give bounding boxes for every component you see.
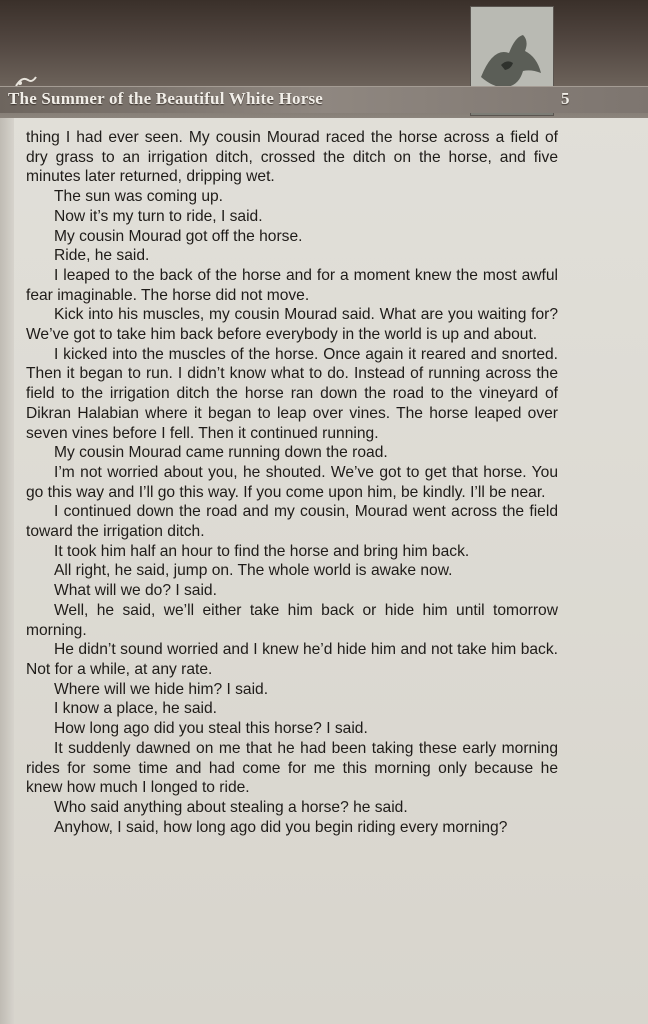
paragraph: My cousin Mourad came running down the road. bbox=[54, 444, 388, 462]
page-header bbox=[0, 0, 648, 118]
paragraph: Where will we hide him? I said. bbox=[54, 680, 269, 698]
paragraph: Now it’s my turn to ride, I said. bbox=[54, 207, 263, 225]
page-binding-shadow bbox=[0, 118, 14, 1024]
story-text bbox=[26, 128, 558, 837]
paragraph: All right, he said, jump on. The whole world is awake now. bbox=[54, 562, 453, 580]
paragraph: My cousin Mourad got off the horse. bbox=[54, 227, 303, 245]
paragraph: I’m not worried about you, he shouted. We’ve got to get that horse. You go this way and I’ll go this way. If you come upon him, be kindly. I’ll be near. bbox=[26, 463, 558, 501]
paragraph: He didn’t sound worried and I knew he’d hide him and not take him back. Not for a while, at any rate. bbox=[26, 641, 558, 678]
paragraph: I know a place, he said. bbox=[54, 700, 217, 718]
paragraph: I kicked into the muscles of the horse. Once again it reared and snorted. Then it began to run. I didn’t know what to do. Instead of running across the field to the irrigation ditch the horse ran down the road to the vineyard of Dikran Halabian where it began to leap over vines. The horse leaped over seven vines before I fell. Then it continued running. bbox=[26, 345, 558, 442]
paragraph: How long ago did you steal this horse? I said. bbox=[54, 720, 368, 738]
paragraph: Kick into his muscles, my cousin Mourad said. What are you waiting for? We’ve got to take him back before everybody in the world is up and about. bbox=[26, 306, 558, 344]
paragraph: Anyhow, I said, how long ago did you begin riding every morning? bbox=[54, 818, 508, 836]
page-number: 5 bbox=[561, 89, 570, 108]
paragraph: thing I had ever seen. My cousin Mourad raced the horse across a field of dry grass to an irrigation ditch, crossed the ditch on the horse, and five minutes later returned, dripping wet. bbox=[26, 129, 558, 186]
paragraph: Ride, he said. bbox=[54, 247, 150, 265]
paragraph: Well, he said, we’ll either take him back or hide him until tomorrow morning. bbox=[26, 601, 558, 639]
chapter-title: The Summer of the Beautiful White Horse bbox=[8, 89, 324, 108]
paragraph: Who said anything about stealing a horse? he said. bbox=[54, 798, 408, 816]
paragraph: It took him half an hour to find the horse and bring him back. bbox=[54, 542, 470, 560]
paragraph: What will we do? I said. bbox=[54, 582, 217, 600]
paragraph: It suddenly dawned on me that he had been taking these early morning rides for some time and had come for me this morning only because he knew how much I longed to ride. bbox=[26, 739, 558, 797]
paragraph: I leaped to the back of the horse and for a moment knew the most awful fear imaginable. The horse did not move. bbox=[26, 266, 558, 304]
paragraph: The sun was coming up. bbox=[54, 188, 224, 206]
paragraph: I continued down the road and my cousin, Mourad went across the field toward the irrigation ditch. bbox=[26, 503, 558, 541]
